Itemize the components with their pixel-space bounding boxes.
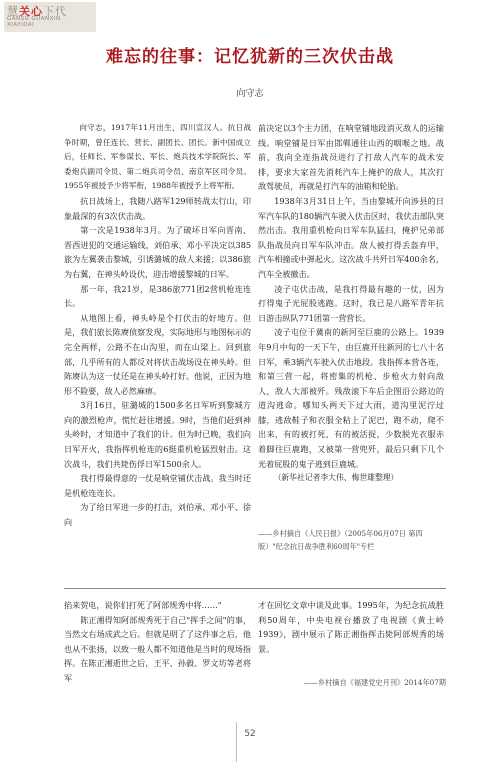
paragraph: 陈正湘得知阿部规秀死于自己"挥手之间"的事，当然文右场成武之后。但就是明了了这件事之后，他也从不张扬，以致一般人都不知道他是当时的现场指挥。在陈正湘逝世之后，王平、孙毅、罗文坊等老将军 [64, 614, 251, 683]
paragraph: 我打得最得意的一仗是响堂铺伏击战。我当时还是机枪连连长。 [64, 473, 251, 498]
paragraph: 掐来贺电，说你们打死了阿部规秀中将……" [64, 600, 222, 610]
logo-subtitle [7, 16, 61, 28]
article-column-left [64, 121, 251, 530]
paragraph: 为了给日军进一步的打击，刘伯承、邓小平、徐向 [64, 502, 251, 528]
paragraph: 凌子屯位于冀南的新河至巨鹿的公路上。1939年9月中旬的一天下午，由巨鹿开往新河的七八十名日军，乘3辆汽车驶入伏击地段。我指挥本营各连，和第三营一起，将密集的机枪、步枪火力射向敌人，敌人大部被歼。残敌滚下车后企图沿公路边的道沟逃命。哪知头两天下过大雨，道沟里泥泞过膝，逃敌鞋子和衣服全粘上了泥巴，跑不动，爬不出来，有的被打死，有的被活捉，少数脱光衣服赤着脚往巨鹿跑，又被第一营兜歼，最后只剩下几个光着屁股的鬼子逃到巨鹿城。 [258, 327, 444, 469]
logo-char-a: 慧 [7, 5, 19, 18]
editor-signature: （新华社记者李大伟、梅世雄整理） [273, 473, 399, 483]
page-number: 52 [244, 729, 256, 739]
paragraph: 3月16日，驻潞城的1500多名日军听到黎城方向的激烈枪声，慌忙赶往增援。9时，当他们赶到神头岭时，才知道中了我们的计。但为时已晚，我们向日军开火，我指挥机枪连的6挺重机枪猛烈射击。这次战斗，我们共毙伤俘日军1500余人。 [64, 400, 251, 469]
source-credit-bottom: ——乡村摘自《福建党史月刊》2014年07期 [303, 678, 446, 687]
article-column-right [258, 121, 444, 486]
paragraph: 前决定以3个主力团，在响堂铺地段消灭敌人的运输线。响堂铺是日军由邯郸通往山西的咽喉之地。战前，我向全连指战员进行了打敌人汽车的战术安排，要求大家首先消耗汽车上掩护的敌人，其次打敌驾驶员，再就是打汽车的油箱和轮胎。 [258, 123, 444, 192]
paragraph: 那一年，我21岁，是386旅771团2营机枪连连长。 [64, 283, 251, 309]
logo-heart: 关心 [19, 5, 43, 18]
author-bio: 向守志，1917年11月出生，四川宣汉人。抗日战争时期，曾任连长、营长、副团长、团长。新中国成立后，任师长、军参谋长、军长、炮兵技术学院院长、军委炮兵副司令员、第二炮兵司令员、南京军区司令员。1955年被授予少将军衔，1988年被授予上将军衔。 [64, 123, 251, 191]
logo-sub-line-1: GANSU GUANXIN [7, 16, 61, 22]
section-divider [64, 588, 446, 589]
paragraph: 抗日战场上，我随八路军129师转战太行山，印象最深的有3次伏击战。 [64, 195, 251, 221]
magazine-logo [4, 2, 96, 32]
source-credit: ——乡村摘自《人民日报》（2005年06月07日 第四版）"纪念抗日战争胜利60周年"专栏 [258, 529, 423, 551]
article-author: 向守志 [236, 89, 264, 99]
article-title: 难忘的往事：记忆犹新的三次伏击战 [106, 47, 394, 67]
paragraph: 第一次是1938年3月。为了破坏日军向晋南、晋西进犯的交通运输线，刘伯承、邓小平决定以385旅为左翼袭击黎城，引诱潞城的敌人来援；以386旅为右翼，在神头岭设伏，迎击增援黎城的日军。 [64, 225, 251, 279]
paragraph: 凌子屯伏击战，是我打得最有趣的一仗，因为打得鬼子光屁股逃跑。这时，我已是八路军青年抗日游击纵队771团第一营营长。 [258, 283, 444, 323]
paragraph: 1938年3月31日上午，当由黎城开向涉县的日军汽车队的180辆汽车驶入伏击区时，我伏击部队突然出击。我用重机枪向日军车队猛扫，掩护兄弟部队指战员向日军车队冲击。敌人被打得丢盔弃甲，汽车相撞或中弹起火。这次战斗共歼日军400余名，汽车全被撤击。 [258, 195, 444, 279]
paragraph: 才在回忆文章中谈及此事。1995年，为纪念抗战胜利50周年，中央电视台播放了电视剧《黄土岭1939》，剧中展示了陈正湘指挥击毙阿部规秀的场景。 [258, 600, 444, 654]
page-header [0, 0, 500, 34]
continued-column-right [258, 598, 444, 656]
continued-column-left [64, 598, 251, 686]
page-number-rule [236, 722, 237, 762]
logo-sub-line-2: XIAYIDAI [7, 22, 35, 28]
logo-char-b: 下代 [43, 5, 67, 18]
paragraph: 从地图上看，神头岭是个打伏击的好地方。但是，我们旅长陈赓侦察发现，实际地形与地图标示的完全两样，公路不在山沟里，而在山梁上。回到旅部，几乎所有的人都反对将伏击战场设在神头岭。但陈赓认为这一仗还是在神头岭打好。他说，正因为地形不险要，敌人必然麻痹。 [64, 312, 251, 396]
